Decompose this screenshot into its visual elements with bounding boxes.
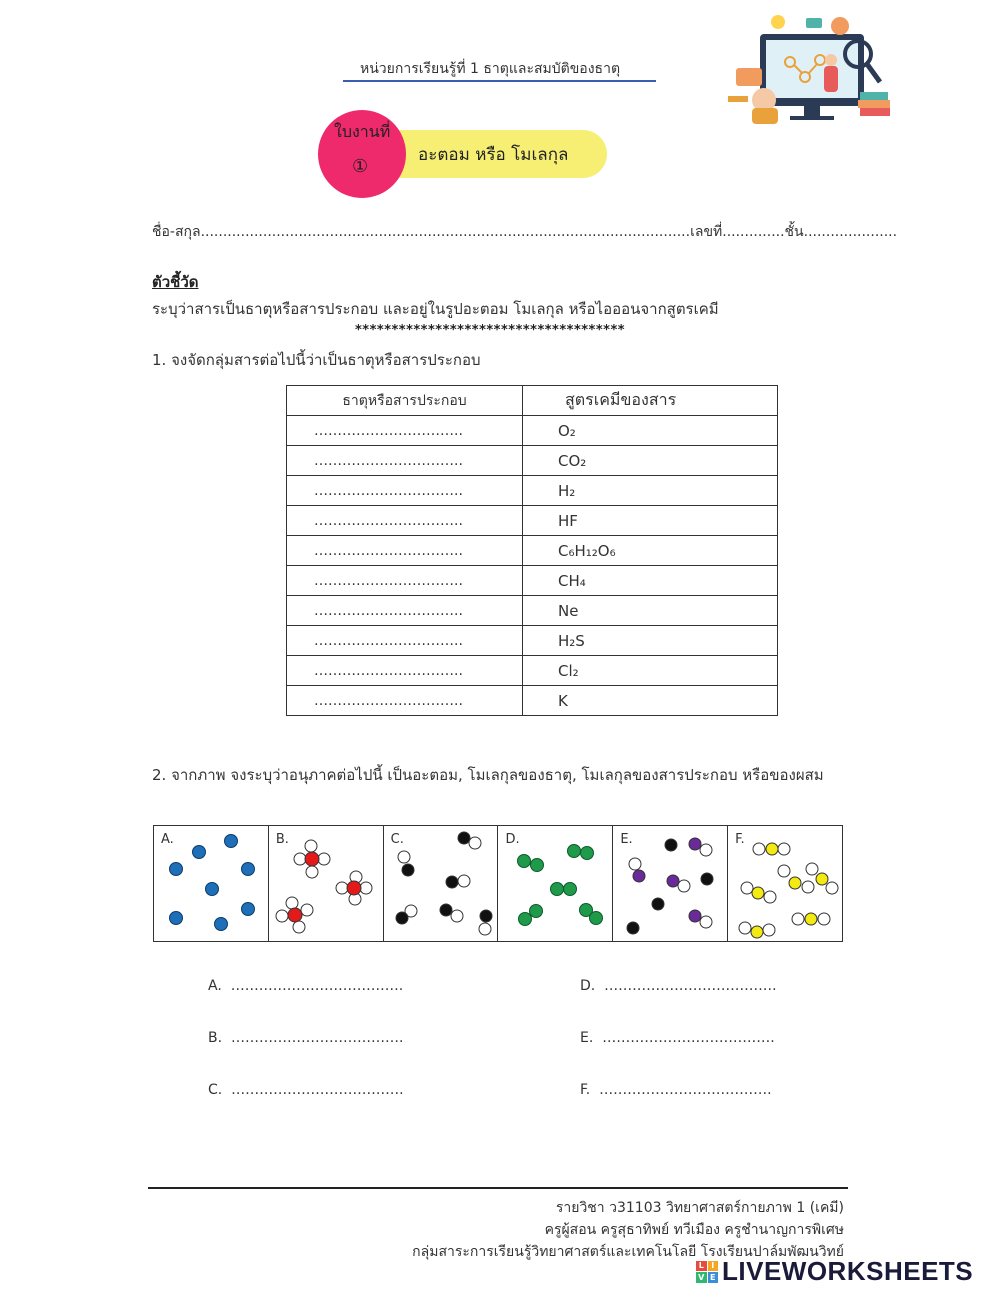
worksheet-topic: อะตอม หรือ โมเลกุล xyxy=(418,145,569,165)
answer-blank[interactable]: ………………………………. xyxy=(602,1030,775,1046)
answer-f[interactable] xyxy=(580,1082,772,1098)
particles-d xyxy=(498,826,613,943)
answer-blank[interactable]: ………………………….. xyxy=(287,596,523,626)
formula-cell: H₂ xyxy=(523,476,778,506)
formula-cell: K xyxy=(523,686,778,716)
box-label: E. xyxy=(620,832,633,847)
formula-cell: C₆H₁₂O₆ xyxy=(523,536,778,566)
answer-blank[interactable]: ………………………….. xyxy=(287,656,523,686)
answer-blank[interactable]: ………………………………. xyxy=(230,1030,404,1046)
particles-a xyxy=(154,826,269,943)
table-row xyxy=(287,566,778,596)
answer-label: D. xyxy=(580,978,596,994)
answer-blank[interactable]: ………………………….. xyxy=(287,686,523,716)
answer-label: E. xyxy=(580,1030,594,1046)
answer-blank[interactable]: ………………………….. xyxy=(287,536,523,566)
answer-b[interactable] xyxy=(208,1030,403,1046)
table-row xyxy=(287,506,778,536)
footer-department: กลุ่มสาระการเรียนรู้วิทยาศาสตร์และเทคโนโลยี โรงเรียนปาล์มพัฒนวิทย์ xyxy=(412,1244,844,1260)
box-label: B. xyxy=(275,832,289,847)
question-2-text: 2. จากภาพ จงระบุว่าอนุภาคต่อไปนี้ เป็นอะตอม, โมเลกุลของธาตุ, โมเลกุลของสารประกอบ หรือของผสม xyxy=(152,766,824,784)
formula-cell: CO₂ xyxy=(523,446,778,476)
particle-box-a xyxy=(154,826,269,941)
separator-stars: ************************************* xyxy=(355,323,626,338)
formula-cell: HF xyxy=(523,506,778,536)
box-label: C. xyxy=(390,832,404,847)
table-header-type: ธาตุหรือสารประกอบ xyxy=(287,386,523,416)
formula-cell: CH₄ xyxy=(523,566,778,596)
answer-blank[interactable]: ………………………….. xyxy=(287,416,523,446)
particles-f xyxy=(728,826,843,943)
liveworksheets-logo-icon: L I V E xyxy=(696,1261,718,1283)
box-label: A. xyxy=(161,832,174,847)
indicator-heading: ตัวชี้วัด xyxy=(152,273,199,291)
answer-label: A. xyxy=(208,978,222,994)
particle-box-e xyxy=(613,826,728,941)
question-1-text: 1. จงจัดกลุ่มสารต่อไปนี้ว่าเป็นธาตุหรือสารประกอบ xyxy=(152,351,481,369)
answer-blank[interactable]: ………………………………. xyxy=(599,1082,772,1098)
footer-teacher: ครูผู้สอน ครูสุธาทิพย์ ทวีเมือง ครูชำนาญการพิเศษ xyxy=(544,1222,844,1238)
liveworksheets-text: LIVEWORKSHEETS xyxy=(722,1256,974,1286)
formula-cell: Ne xyxy=(523,596,778,626)
answer-blank[interactable]: ………………………………. xyxy=(231,1082,404,1098)
indicator-text: ระบุว่าสารเป็นธาตุหรือสารประกอบ และอยู่ในรูปอะตอม โมเลกุล หรือไอออนจากสูตรเคมี xyxy=(152,300,719,318)
footer-course: รายวิชา ว31103 วิทยาศาสตร์กายภาพ 1 (เคมี) xyxy=(555,1200,844,1216)
answer-e[interactable] xyxy=(580,1030,775,1046)
table-row xyxy=(287,536,778,566)
particles-b xyxy=(269,826,384,943)
answer-blank[interactable]: ………………………….. xyxy=(287,476,523,506)
table-row xyxy=(287,686,778,716)
table-row xyxy=(287,596,778,626)
particles-c xyxy=(384,826,499,943)
worksheet-number: ① xyxy=(352,156,369,177)
particles-e xyxy=(613,826,728,943)
footer-divider xyxy=(148,1187,848,1189)
answer-blank[interactable]: ………………………………. xyxy=(604,978,777,994)
answer-c[interactable] xyxy=(208,1082,404,1098)
box-label: F. xyxy=(735,832,745,847)
answer-label: F. xyxy=(580,1082,591,1098)
table-header-formula: สูตรเคมีของสาร xyxy=(523,386,778,416)
table-row xyxy=(287,416,778,446)
table-row xyxy=(287,446,778,476)
answer-blank[interactable]: ………………………….. xyxy=(287,566,523,596)
student-name-line[interactable]: ชื่อ-สกุล..............................................................................................................เลขที่..............ชั้น..................... xyxy=(152,224,898,240)
worksheet-label: ใบงานที่ xyxy=(334,122,391,141)
table-row xyxy=(287,656,778,686)
answer-blank[interactable]: ………………………………. xyxy=(230,978,404,994)
answer-blank[interactable]: ………………………….. xyxy=(287,506,523,536)
answer-d[interactable] xyxy=(580,978,777,994)
unit-title: หน่วยการเรียนรู้ที่ 1 ธาตุและสมบัติของธาตุ xyxy=(360,61,621,77)
science-illustration xyxy=(720,12,902,128)
particle-diagrams xyxy=(153,825,843,942)
answer-label: B. xyxy=(208,1030,223,1046)
particle-box-b xyxy=(269,826,384,941)
answer-a[interactable] xyxy=(208,978,403,994)
particle-box-c xyxy=(384,826,499,941)
table-row xyxy=(287,626,778,656)
liveworksheets-logo xyxy=(696,1256,973,1287)
formula-cell: Cl₂ xyxy=(523,656,778,686)
particle-box-f xyxy=(728,826,842,941)
answer-blank[interactable]: ………………………….. xyxy=(287,626,523,656)
box-label: D. xyxy=(505,832,520,847)
unit-title-underline xyxy=(343,80,656,82)
particle-box-d xyxy=(498,826,613,941)
table-row xyxy=(287,476,778,506)
formula-cell: O₂ xyxy=(523,416,778,446)
answer-label: C. xyxy=(208,1082,223,1098)
formula-cell: H₂S xyxy=(523,626,778,656)
classification-table xyxy=(286,385,778,716)
answer-blank[interactable]: ………………………….. xyxy=(287,446,523,476)
